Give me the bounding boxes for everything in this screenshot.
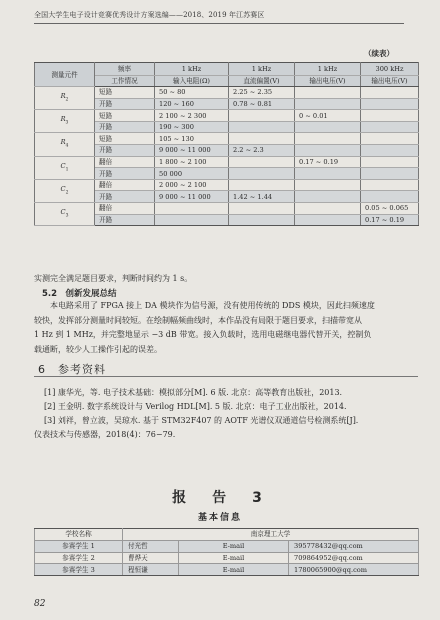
table-continued-label: （续表） [364, 49, 394, 58]
value-cell [361, 121, 419, 133]
header-freq-label: 频率 [95, 63, 155, 76]
student-name: 程恒谦 [123, 564, 179, 576]
component-cell [35, 87, 95, 110]
reference-item: [2] 王金明. 数字系统设计与 Verilog HDL[M]. 5 版. 北京：电子工业出版社，2014. [44, 402, 347, 411]
school-label: 学校名称 [35, 529, 123, 541]
component-symbol: R [60, 138, 66, 147]
student-email: 1780065900@qq.com [289, 564, 419, 576]
value-cell: 0 ~ 0.01 [295, 110, 361, 122]
reference-item: [3] 刘祥，曾立波，吴琼水. 基于 STM32F407 的 AOTF 光谱仪双通道信号检测系统[J]. [44, 416, 359, 425]
condition-cell: 开路 [95, 145, 155, 157]
condition-cell: 翻倍 [95, 203, 155, 215]
value-cell [295, 191, 361, 203]
value-cell: 0.17 ~ 0.19 [361, 214, 419, 226]
component-subscript: 4 [65, 143, 69, 149]
value-cell [229, 203, 295, 215]
value-cell [229, 121, 295, 133]
value-cell: 9 000 ~ 11 000 [155, 191, 229, 203]
reference-list [34, 386, 420, 442]
table-row [35, 203, 419, 215]
value-cell: 2.2 ~ 2.3 [229, 145, 295, 157]
header-cond-label: 工作情况 [95, 75, 155, 87]
paragraph-line: 本电路采用了 FPGA 接上 DA 模块作为信号源，没有使用传统的 DDS 模块，因此扫频速度 [50, 301, 375, 310]
component-subscript: 2 [65, 190, 69, 196]
value-cell [295, 179, 361, 191]
value-cell [295, 214, 361, 226]
value-cell [295, 168, 361, 180]
running-head: 全国大学生电子设计竞赛优秀设计方案选编——2018、2019 年江苏赛区 [34, 10, 404, 24]
value-cell: 50 ~ 80 [155, 87, 229, 99]
condition-cell: 短路 [95, 133, 155, 145]
value-cell [229, 168, 295, 180]
value-cell [295, 87, 361, 99]
section-heading-6: 6 参考资料 [38, 363, 106, 376]
value-cell [361, 87, 419, 99]
value-cell [361, 168, 419, 180]
table-row [35, 179, 419, 191]
section-rule [34, 376, 418, 377]
condition-cell: 短路 [95, 87, 155, 99]
paragraph-line: 较快，发挥部分测量时间较短。在绘制幅频曲线时，本作品没有局限于题目要求，扫描带宽从 [34, 315, 362, 325]
condition-cell: 开路 [95, 214, 155, 226]
report-title: 报 告 3 [172, 490, 268, 506]
value-cell [229, 214, 295, 226]
student-label: 参赛学生 2 [35, 552, 123, 564]
component-cell [35, 203, 95, 226]
value-cell [295, 145, 361, 157]
condition-cell: 翻倍 [95, 156, 155, 168]
value-cell: 190 ~ 300 [155, 121, 229, 133]
component-subscript: 1 [65, 166, 69, 172]
component-cell [35, 156, 95, 179]
header-freq: 300 kHz [361, 63, 419, 76]
table-row [35, 133, 419, 145]
component-symbol: R [60, 92, 66, 101]
header-freq: 1 kHz [155, 63, 229, 76]
value-cell [229, 110, 295, 122]
component-cell [35, 179, 95, 202]
value-cell: 50 000 [155, 168, 229, 180]
component-subscript: 3 [65, 120, 69, 126]
header-freq: 1 kHz [295, 63, 361, 76]
value-cell [361, 156, 419, 168]
value-cell [295, 133, 361, 145]
email-label: E-mail [179, 564, 289, 576]
reference-item-continued: 仪表技术与传感器，2018(4)：76−79. [34, 430, 176, 439]
student-email: 709864952@qq.com [289, 552, 419, 564]
value-cell [361, 179, 419, 191]
value-cell [295, 121, 361, 133]
value-cell [361, 145, 419, 157]
header-cond: 直流偏置(V) [229, 75, 295, 87]
basic-info-title: 基本信息 [197, 513, 242, 523]
value-cell: 9 000 ~ 11 000 [155, 145, 229, 157]
value-cell: 0.17 ~ 0.19 [295, 156, 361, 168]
table-row [35, 87, 419, 99]
measurement-table-body [35, 87, 419, 226]
value-cell: 105 ~ 130 [155, 133, 229, 145]
condition-cell: 开路 [95, 121, 155, 133]
value-cell [295, 203, 361, 215]
component-symbol: C [60, 161, 66, 170]
value-cell [155, 214, 229, 226]
condition-cell: 短路 [95, 110, 155, 122]
value-cell: 1.42 ~ 1.44 [229, 191, 295, 203]
header-freq: 1 kHz [229, 63, 295, 76]
value-cell [361, 110, 419, 122]
condition-cell: 开路 [95, 168, 155, 180]
value-cell [361, 191, 419, 203]
reference-item: [1] 康华光，等. 电子技术基础：模拟部分[M]. 6 版. 北京：高等教育出版社，2013. [44, 388, 343, 397]
result-sentence: 实测完全满足题目要求，判断时间约为 1 s。 [34, 274, 193, 283]
value-cell: 2 000 ~ 2 100 [155, 179, 229, 191]
component-symbol: C [60, 207, 66, 216]
value-cell: 0.78 ~ 0.81 [229, 98, 295, 110]
component-subscript: 3 [65, 213, 69, 219]
component-cell [35, 110, 95, 133]
page-number: 82 [34, 599, 46, 609]
header-cond: 输出电压(V) [361, 75, 419, 87]
school-row [35, 529, 419, 541]
student-name: 曹烨天 [123, 552, 179, 564]
table-row [35, 110, 419, 122]
school-name: 南京理工大学 [123, 529, 419, 541]
section-heading-5-2: 5.2 创新发展总结 [42, 289, 117, 299]
email-label: E-mail [179, 552, 289, 564]
condition-cell: 开路 [95, 191, 155, 203]
email-label: E-mail [179, 540, 289, 552]
student-label: 参赛学生 1 [35, 540, 123, 552]
student-name: 付光哲 [123, 540, 179, 552]
value-cell: 2.25 ~ 2.35 [229, 87, 295, 99]
header-cond: 输出电压(V) [295, 75, 361, 87]
condition-cell: 翻倍 [95, 179, 155, 191]
student-row [35, 552, 419, 564]
table-row [35, 156, 419, 168]
component-symbol: C [60, 184, 66, 193]
header-component: 测量元件 [35, 63, 95, 87]
innovation-paragraph [34, 299, 420, 357]
value-cell: 120 ~ 160 [155, 98, 229, 110]
value-cell: 0.05 ~ 0.065 [361, 203, 419, 215]
value-cell [229, 156, 295, 168]
student-row [35, 564, 419, 576]
condition-cell: 开路 [95, 98, 155, 110]
paragraph-line: 1 Hz 到 1 MHz，并完整地显示 −3 dB 带宽。接入负载时，选用电磁继电器代替开关，控制负 [34, 330, 372, 339]
student-label: 参赛学生 3 [35, 564, 123, 576]
value-cell [229, 179, 295, 191]
component-cell [35, 133, 95, 156]
component-subscript: 2 [65, 97, 69, 103]
value-cell [229, 133, 295, 145]
component-symbol: R [60, 115, 66, 124]
header-cond: 输入电阻(Ω) [155, 75, 229, 87]
value-cell [295, 98, 361, 110]
table-header-row-freq [35, 63, 419, 76]
value-cell [361, 98, 419, 110]
basic-info-table [34, 528, 419, 576]
student-row [35, 540, 419, 552]
measurement-table [34, 62, 419, 226]
value-cell: 1 800 ~ 2 100 [155, 156, 229, 168]
value-cell: 2 100 ~ 2 300 [155, 110, 229, 122]
value-cell [361, 133, 419, 145]
value-cell [155, 203, 229, 215]
student-email: 395778432@qq.com [289, 540, 419, 552]
paragraph-line: 载通断，较少人工操作引起的误差。 [34, 344, 162, 354]
